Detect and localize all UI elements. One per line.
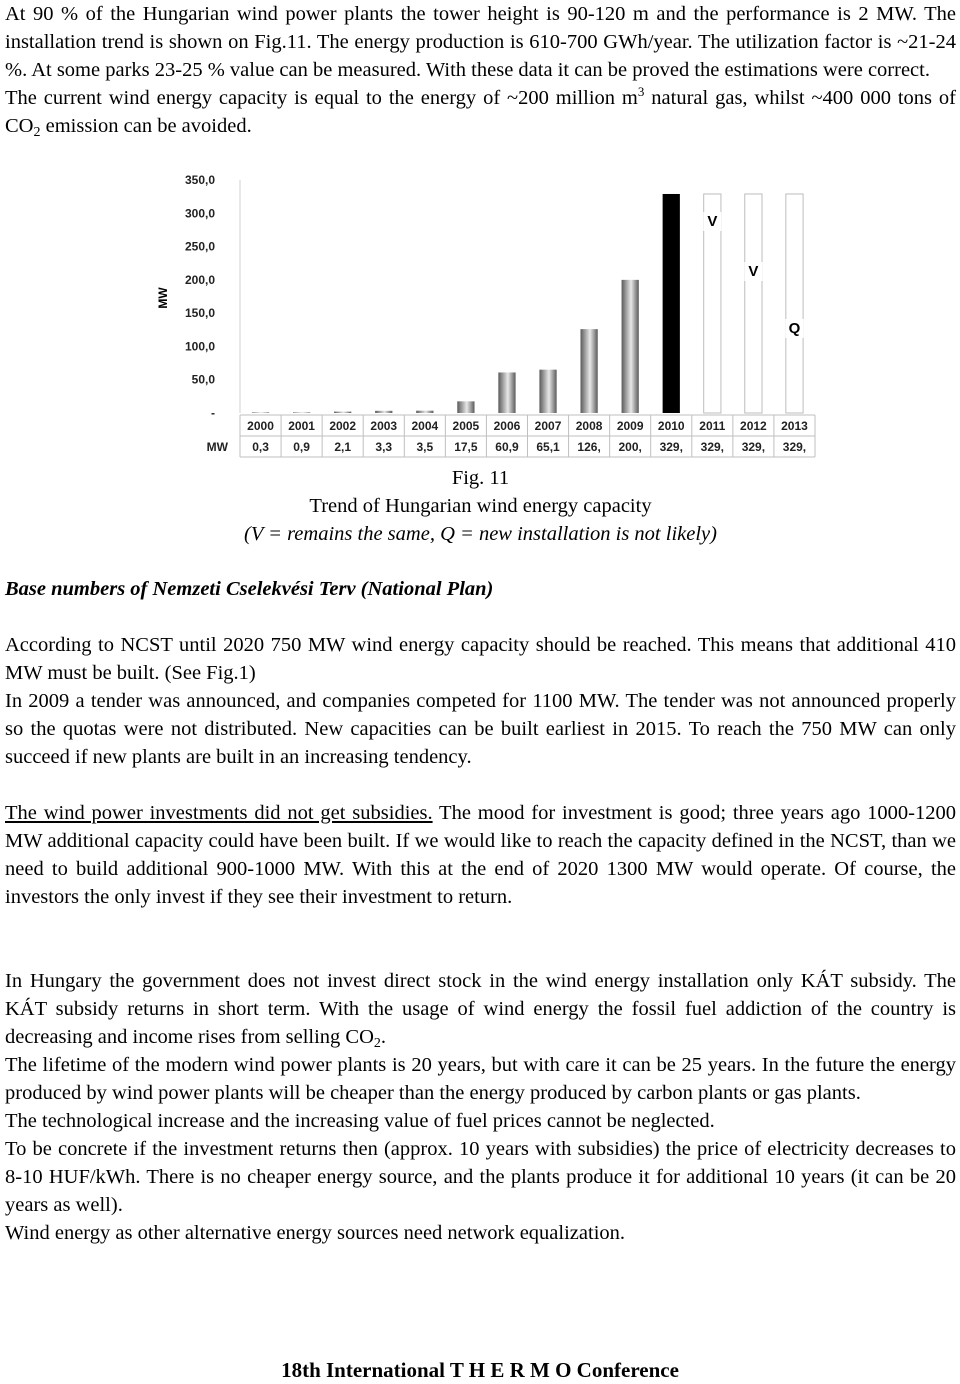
data-label: 126, [577,440,601,454]
intro-text-2: The current wind energy capacity is equal to the energy of ~200 million m [5,87,638,109]
y-tick-label: - [211,406,215,420]
subscript-2-b: 2 [373,1036,381,1051]
x-tick-label: 2002 [329,419,357,433]
x-tick-label: 2008 [575,419,603,433]
x-tick-label: 2012 [740,419,767,433]
bar-2003 [375,411,392,413]
x-tick-label: 2007 [534,419,562,433]
x-tick-label: 2006 [493,419,521,433]
bar-2002 [334,412,351,413]
bar-2007 [539,370,556,413]
y-tick-label: 350,0 [184,173,215,187]
bar-2006 [498,372,515,413]
technology-text: The technological increase and the increasing value of fuel prices cannot be neglected. [5,1110,715,1132]
subsidies-rest: The mood for investment is good; three years ago 1000-1200 MW additional capacity could have been built. If we would like to reach the capacity defined in the NCST, than we need to build additional 900-1000 MW. With this at the end of 2020 1300 MW would operate. Of course, the investors the only invest if they see their investment to return. [5,802,956,908]
data-label: 0,3 [252,440,269,454]
annotation-v: V [748,263,759,280]
intro-paragraph [5,0,956,140]
x-tick-label: 2011 [699,419,726,433]
data-label: 0,9 [293,440,310,454]
bar-2001 [293,412,310,413]
government-text-end: . [380,1026,387,1048]
x-tick-label: 2000 [247,419,274,433]
figure-title: Trend of Hungarian wind energy capacity [309,495,652,517]
y-tick-label: 200,0 [184,272,215,287]
wind-capacity-chart [155,168,820,463]
data-label: 3,5 [416,440,434,454]
paragraph-ncst: According to NCST until 2020 750 MW wind energy capacity should be reached. This means that additional 410 MW must be built. (See Fig.1) [5,634,956,684]
intro-text-1: At 90 % of the Hungarian wind power plants the tower height is 90-120 m and the performance is 2 MW. The installation trend is shown on Fig.11. The energy production is 610-700 GWh/year. The utilization factor is ~21-24 %. At some parks 23-25 % value can be measured. With these data it can be proved the estimations were correct. [5,3,956,81]
conference-footer: 18th International T H E R M O Conference [281,1358,679,1382]
annotation-v: V [707,213,718,230]
x-tick-label: 2005 [452,419,480,433]
superscript-3: 3 [637,84,645,99]
intro-text-3: natural gas, whilst ~400 000 tons of CO [5,87,957,137]
section-heading: Base numbers of Nemzeti Cselekvési Terv (National Plan) [5,578,494,600]
chart-y-axis [185,173,215,420]
lifetime-text: The lifetime of the modern wind power plants is 20 years, but with care it can be 25 years. In the future the energy produced by wind power plants will be cheaper than the energy produced by carbon plants or gas plants. [5,1054,956,1104]
chart-data-table [207,415,815,457]
bar-2009 [622,280,639,413]
bar-2000 [252,412,269,413]
paragraph-subsidies [5,799,956,911]
data-label: 200, [618,440,642,454]
bar-2012 [745,194,762,413]
paragraph-government [5,967,956,1247]
data-label: 17,5 [454,440,478,454]
figure-note: (V = remains the same, Q = new installation is not likely) [244,523,717,545]
data-label: 329, [782,440,807,454]
data-label: 2,1 [334,440,352,454]
paragraph-tender: In 2009 a tender was announced, and companies competed for 1100 MW. The tender was not announced properly so the quotas were not distributed. New capacities can be built earliest in 2015. To reach the 750 MW can only succeed if new plants are built in an increasing tendency. [5,690,956,768]
y-tick-label: 50,0 [191,372,215,387]
annotation-q: Q [788,320,801,337]
government-text: In Hungary the government does not invest direct stock in the wind energy installation only KÁT subsidy. The KÁT subsidy returns in short term. With the usage of wind energy the fossil fuel addiction of the country is decreasing and income rises from selling CO [5,970,956,1048]
subsidies-underlined: The wind power investments did not get subsidies. [5,802,433,824]
x-tick-label: 2003 [370,419,398,433]
figure-label: Fig. 11 [451,467,510,489]
y-tick-label: 150,0 [184,306,215,321]
x-tick-label: 2009 [616,419,644,433]
network-text: Wind energy as other alternative energy sources need network equalization. [5,1222,626,1244]
x-tick-label: 2010 [657,419,685,433]
y-tick-label: 250,0 [184,239,215,254]
data-label: 329, [741,440,766,454]
bar-2008 [580,329,597,413]
x-tick-label: 2004 [411,419,439,433]
investment-return-text: To be concrete if the investment returns then (approx. 10 years with subsidies) the price of electricity decreases to 8-10 HUF/kWh. There is no cheaper energy source, and the plants produce it for additional 10 years (it can be 20 years as well). [5,1138,956,1216]
x-tick-label: 2013 [781,419,808,433]
y-tick-label: 300,0 [184,206,215,221]
data-label: 329, [659,440,683,454]
data-label: 3,3 [375,440,393,454]
y-tick-label: 100,0 [184,339,215,354]
subscript-2: 2 [33,125,41,140]
bar-2013 [786,194,803,413]
data-label: 329, [700,440,725,454]
data-label: 65,1 [536,440,560,454]
intro-text-4: emission can be avoided. [40,115,252,137]
bar-2005 [457,401,474,413]
x-tick-label: 2001 [288,419,315,433]
bar-2004 [416,411,433,413]
data-label: 60,9 [495,440,519,454]
table-row-label: MW [206,440,228,454]
bar-2010 [663,194,680,413]
chart-y-axis-label: MW [156,287,170,309]
